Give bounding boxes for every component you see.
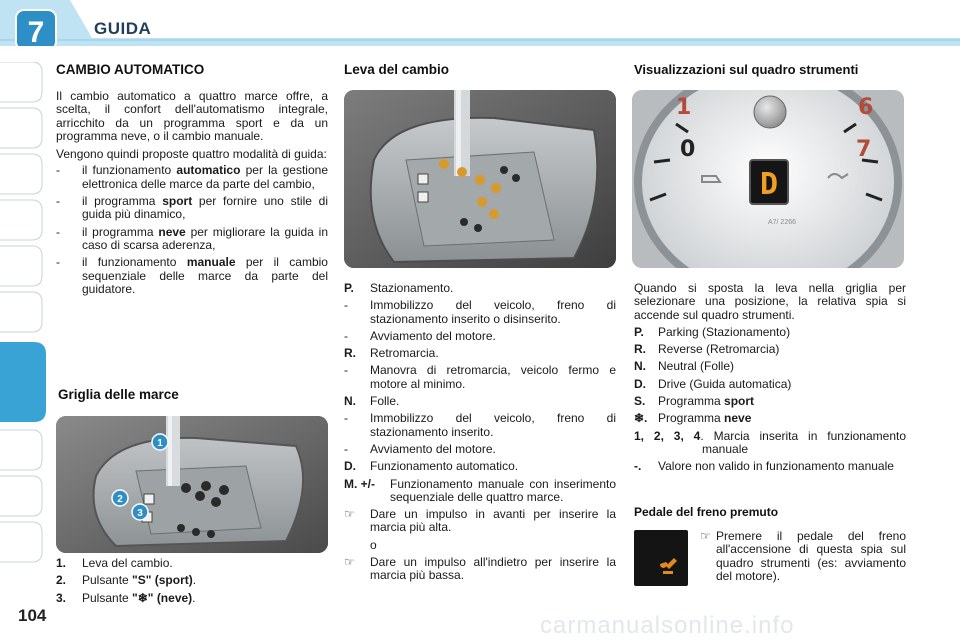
cluster-info — [634, 282, 906, 478]
lever-item: P. Stazionamento. — [344, 281, 454, 295]
lever-item: D. Funzionamento automatico. — [344, 459, 519, 474]
lever-positions-list — [344, 282, 616, 587]
cluster-item: N. Neutral (Folle) — [634, 359, 735, 374]
intro-paragraph-2: Vengono quindi proposte quattro modalità di guida: — [56, 147, 327, 162]
lever-item: M. +/- Funzionamento manuale con inserimento sequenziale delle quattro marce. — [344, 476, 616, 504]
section-title-leva: Leva del cambio — [344, 62, 450, 77]
section-title-visualizzazioni: Visualizzazioni sul quadro strumenti — [634, 62, 859, 77]
legend-item: 1. Leva del cambio. — [56, 556, 173, 570]
svg-text:3: 3 — [137, 508, 143, 519]
lever-item: - Immobilizzo del veicolo, freno di stazionamento inserito o disinserito. — [344, 298, 616, 326]
chapter-title: GUIDA — [94, 19, 152, 38]
lever-item: o — [370, 537, 377, 552]
callout-2 — [112, 490, 128, 506]
cluster-item: ❄. Programma neve — [634, 411, 752, 426]
cluster-item: S. Programma sport — [634, 394, 755, 409]
section-title-cambio: CAMBIO AUTOMATICO — [56, 62, 205, 77]
brake-warning-light — [634, 530, 688, 586]
gauge-digit-7: 7 — [856, 137, 872, 162]
manual-gear-note: 1, 2, 3, 4. Marcia inserita in funzionamento manuale — [634, 428, 907, 456]
cluster-intro: Quando si sposta la leva nella griglia per selezionare una posizione, la relativa spia si accende sul quadro strumenti. — [634, 281, 906, 322]
cluster-item: D. Drive (Guida automatica) — [634, 376, 792, 391]
intro-paragraph-1: Il cambio automatico a quattro marce offre, a scelta, il confort dell'automatismo integrale, arricchito da un programma sport e da un programma neve, o il cambio manuale. — [56, 89, 328, 143]
instrument-cluster-photo — [632, 90, 904, 268]
lever-item: R. Retromarcia. — [344, 346, 439, 361]
legend-item: 2. Pulsante "S" (sport). — [56, 573, 197, 588]
gauge-code: A7/ 2266 — [767, 219, 797, 226]
invalid-value-note: -. Valore non valido in funzionamento manuale — [634, 459, 894, 474]
mode-item: - il funzionamento manuale per il cambio sequenziale delle marce da parte del guidatore. — [56, 255, 328, 296]
gear-grid-photo — [56, 416, 328, 553]
mode-item: - il funzionamento automatico per la gestione elettronica delle marce da parte del cambio, — [56, 163, 328, 191]
section-title-freno: Pedale del freno premuto — [634, 505, 779, 519]
page-number: 104 — [18, 606, 47, 625]
lever-item: ☞ Dare un impulso in avanti per inserire la marcia più alta. — [344, 507, 616, 535]
lever-item: N. Folle. — [344, 394, 400, 409]
grid-legend — [56, 557, 328, 609]
svg-text:1: 1 — [157, 438, 163, 449]
lever-item: ☞ Dare un impulso all'indietro per inserire la marcia più bassa. — [344, 555, 616, 583]
gear-display-readout: D — [759, 167, 779, 202]
tab-guida-active — [0, 342, 46, 422]
legend-item: 3. Pulsante "❄" (neve). — [56, 590, 196, 605]
foot-on-pedal-icon — [660, 558, 677, 574]
chapter-number: 7 — [27, 16, 45, 46]
gauge-digit-1: 1 — [676, 95, 692, 120]
watermark: carmanualsonline.info — [540, 612, 795, 639]
section-title-griglia: Griglia delle marce — [58, 387, 179, 402]
cluster-item: P. Parking (Stazionamento) — [634, 324, 791, 339]
modes-list — [56, 164, 328, 296]
gauge-digit-0: 0 — [680, 137, 696, 162]
gauge-digit-6: 6 — [858, 95, 874, 120]
callout-1 — [152, 434, 168, 450]
lever-item: - Manovra di retromarcia, veicolo fermo e motore al minimo. — [344, 363, 616, 391]
mode-item: - il programma sport per fornire uno stile di guida più dinamico, — [56, 194, 328, 222]
cluster-item: R. Reverse (Retromarcia) — [634, 342, 780, 357]
lever-item: - Immobilizzo del veicolo, freno di stazionamento inserito. — [344, 411, 616, 439]
lever-item: - Avviamento del motore. — [344, 328, 496, 343]
gear-lever-photo — [344, 90, 616, 268]
column-1 — [56, 62, 328, 300]
lever-item: - Avviamento del motore. — [344, 441, 496, 456]
chapter-tabs — [0, 62, 46, 587]
mode-item: - il programma neve per migliorare la guida in caso di scarsa aderenza, — [56, 224, 328, 252]
callout-3 — [132, 504, 148, 520]
brake-instruction: ☞ Premere il pedale del freno all'accensione di questa spia sul quadro strumenti (es: avviamento del motore). — [700, 529, 906, 583]
svg-text:2: 2 — [117, 494, 123, 505]
